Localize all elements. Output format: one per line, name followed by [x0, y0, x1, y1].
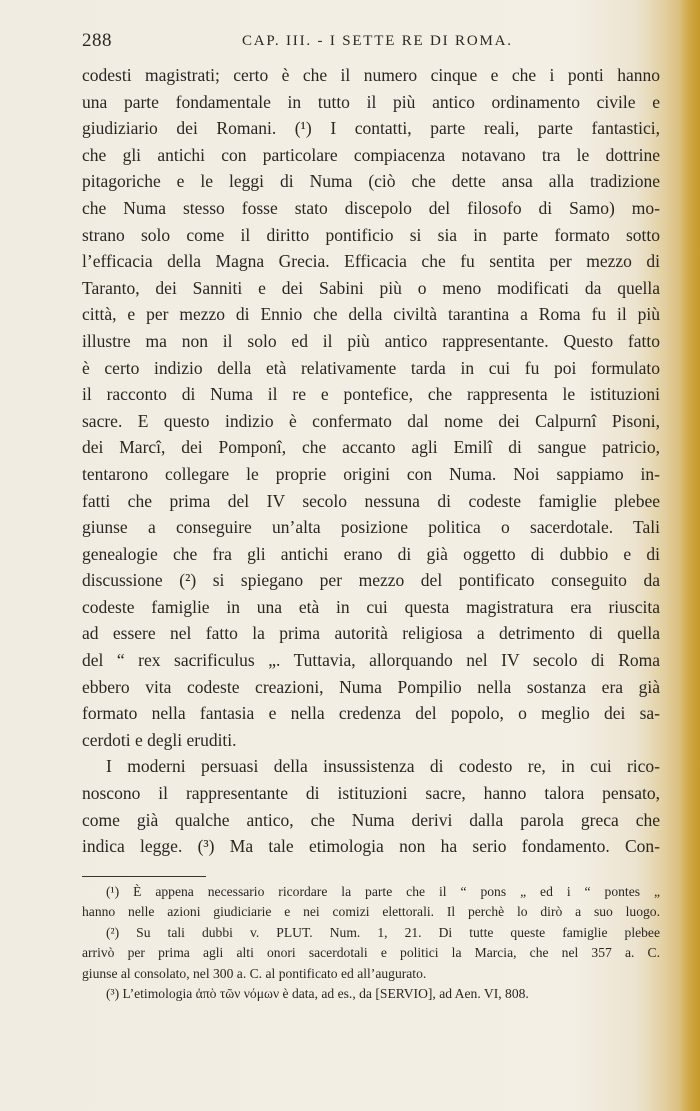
footnote-line: giunse al consolato, nel 300 a. C. al pontificato ed all’augurato. [82, 965, 427, 981]
text-line: del “ rex sacrificulus „. Tuttavia, allorquando nel IV secolo di Roma [82, 650, 660, 671]
text-line: formato nella fantasia e nella credenza del popolo, o meglio dei sa- [82, 703, 660, 724]
text-line: ebbero vita codeste creazioni, Numa Pompilio nella sostanza era già [82, 676, 660, 697]
text-line: indica legge. (³) Ma tale etimologia non ha serio fondamento. Con- [82, 836, 660, 857]
page-header [82, 26, 660, 56]
text-line: genealogie che fra gli antichi erano di già oggetto di dubbio e di [82, 543, 660, 564]
text-line: è certo indizio della età relativamente tarda in cui fu poi formulato [82, 357, 660, 378]
text-line: pitagoriche e le leggi di Numa (ciò che dette ansa alla tradizione [82, 171, 660, 192]
text-line: strano solo come il diritto pontificio si sia in parte formato sotto [82, 224, 660, 245]
footnote-line: (¹) È appena necessario ricordare la parte che il “ pons „ ed i “ pontes „ [106, 884, 660, 899]
text-line: città, e per mezzo di Ennio che della civiltà tarantina a Roma fu il più [82, 304, 660, 325]
text-line: dei Marcî, dei Pomponî, che accanto agli Emilî di sangue patricio, [82, 437, 660, 458]
main-text [82, 62, 660, 860]
text-line: tentarono collegare le proprie origini con Numa. Noi sappiamo in- [82, 463, 660, 484]
text-line: illustre ma non il solo ed il più antico rappresentante. Questo fatto [82, 330, 660, 351]
footnotes [82, 882, 660, 1004]
text-line: fatti che prima del IV secolo nessuna di codeste famiglie plebee [82, 490, 660, 511]
text-line: che Numa stesso fosse stato discepolo del filosofo di Samo) mo- [82, 197, 660, 218]
text-line: giudiziario dei Romani. (¹) I contatti, parte reali, parte fantastici, [82, 118, 660, 139]
text-line: discussione (²) si spiegano per mezzo del pontificato conseguito da [82, 570, 660, 591]
footnote-divider [82, 876, 206, 877]
text-line: come già qualche antico, che Numa derivi dalla parola greca che [82, 809, 660, 830]
text-line: ad essere nel fatto la prima autorità religiosa a detrimento di quella [82, 623, 660, 644]
footnote-line: arrivò per prima agli alti onori sacerdotali e politici la Marcia, che nel 357 a. C. [82, 945, 660, 961]
text-line: il racconto di Numa il re e pontefice, che rappresenta le istituzioni [82, 384, 660, 405]
text-line: giunse a conseguire un’alta posizione politica o sacerdotale. Tali [82, 517, 660, 538]
text-line: I moderni persuasi della insussistenza di codesto re, in cui rico- [106, 756, 660, 777]
text-line: Taranto, dei Sanniti e dei Sabini più o meno modificati da quella [82, 277, 660, 298]
footnote-line: (³) L’etimologia ἀπὸ τῶν νόμων è data, ad es., da [SERVIO], ad Aen. VI, 808. [106, 985, 529, 1001]
text-line: l’efficacia della Magna Grecia. Efficacia che fu sentita per mezzo di [82, 251, 660, 272]
running-head: CAP. III. - I SETTE RE DI ROMA. [242, 33, 513, 49]
footnote-line: (²) Su tali dubbi v. PLUT. Num. 1, 21. Di tutte queste famiglie plebee [106, 924, 660, 940]
text-line: cerdoti e degli eruditi. [82, 729, 237, 750]
footnote-line: hanno nelle azioni giudiciarie e nei comizi elettorali. Il perchè lo dirò a suo luogo. [82, 904, 660, 920]
text-line: codeste famiglie in una età in cui questa magistratura era riuscita [82, 596, 660, 617]
page-number: 288 [82, 30, 112, 51]
text-line: che gli antichi con particolare compiacenza notavano tra le dottrine [82, 144, 660, 165]
text-line: noscono il rappresentante di istituzioni sacre, hanno talora pensato, [82, 783, 660, 804]
text-line: sacre. E questo indizio è confermato dal nome dei Calpurnî Pisoni, [82, 410, 660, 431]
text-line: codesti magistrati; certo è che il numero cinque e che i ponti hanno [82, 65, 660, 85]
page-edge-shadow [680, 0, 700, 1111]
text-line: una parte fondamentale in tutto il più antico ordinamento civile e [82, 91, 660, 112]
